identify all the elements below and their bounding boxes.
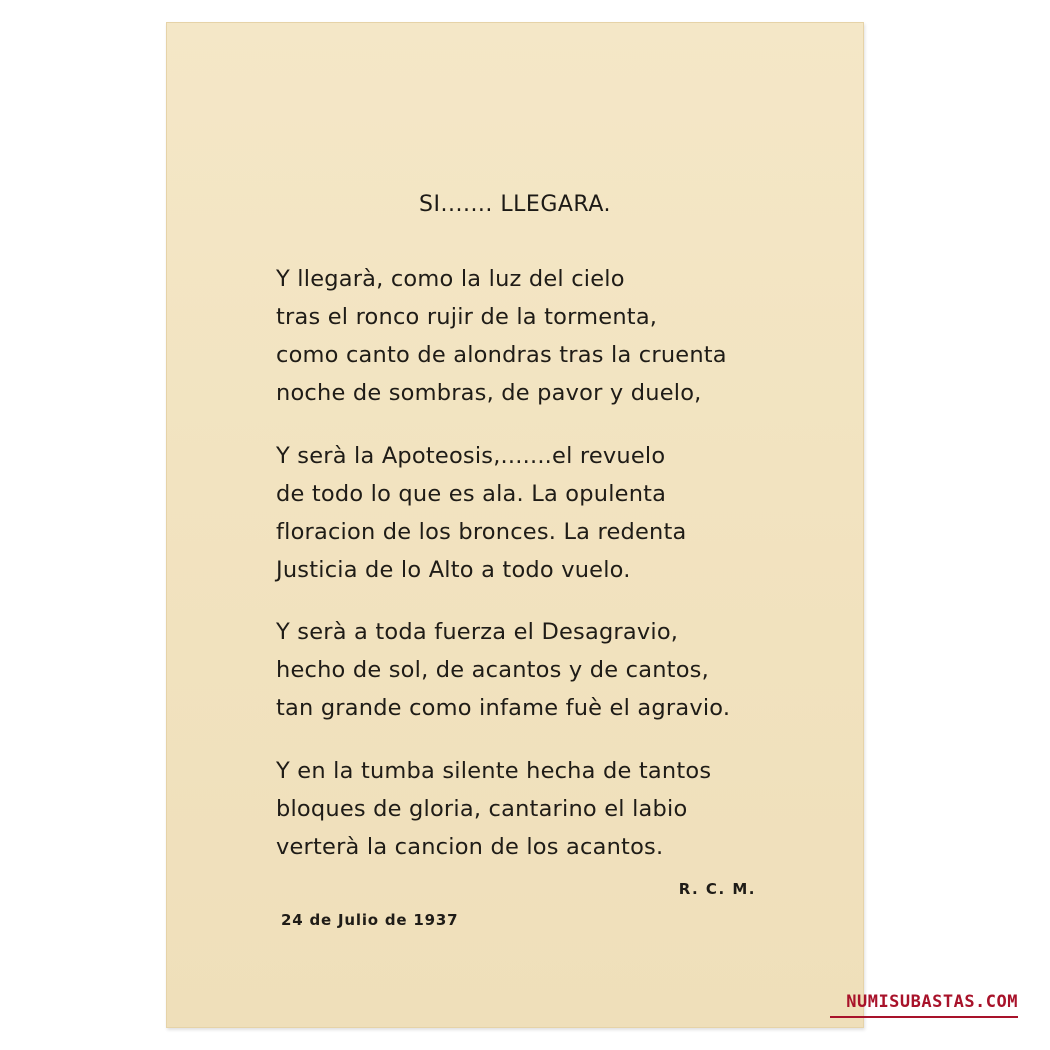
verse-line: hecho de sol, de acantos y de cantos, [276, 657, 709, 683]
verse-line: floracion de los bronces. La redenta [276, 519, 687, 545]
verse-line: Y en la tumba silente hecha de tantos [276, 758, 712, 784]
verse-line: Y llegarà, como la luz del cielo [276, 266, 625, 292]
author-initials: R. C. M. [678, 880, 756, 898]
verse-line: Justicia de lo Alto a todo vuelo. [276, 557, 631, 583]
poem-date: 24 de Julio de 1937 [281, 911, 459, 929]
verse-line: bloques de gloria, cantarino el labio [276, 796, 688, 822]
verse-line: de todo lo que es ala. La opulenta [276, 481, 667, 507]
verse-line: Y serà la Apoteosis,.......el revuelo [276, 443, 666, 469]
verse-line: como canto de alondras tras la cruenta [276, 342, 727, 368]
verse-line: noche de sombras, de pavor y duelo, [276, 380, 702, 406]
verse-line: Y serà a toda fuerza el Desagravio, [276, 619, 679, 645]
stanza-1 [276, 260, 836, 412]
stanza-3 [276, 613, 836, 727]
watermark-text: NUMISUBASTAS.COM [846, 992, 1018, 1012]
poem-title: SI....... LLEGARA. [419, 192, 611, 217]
stanza-2 [276, 437, 836, 589]
verse-line: tras el ronco rujir de la tormenta, [276, 304, 658, 330]
verse-line: tan grande como infame fuè el agravio. [276, 695, 731, 721]
poem-card [166, 22, 864, 1028]
watermark-logo [830, 992, 1018, 1018]
stanza-4 [276, 752, 836, 866]
verse-line: verterà la cancion de los acantos. [276, 834, 664, 860]
watermark-underline [830, 1016, 1018, 1018]
